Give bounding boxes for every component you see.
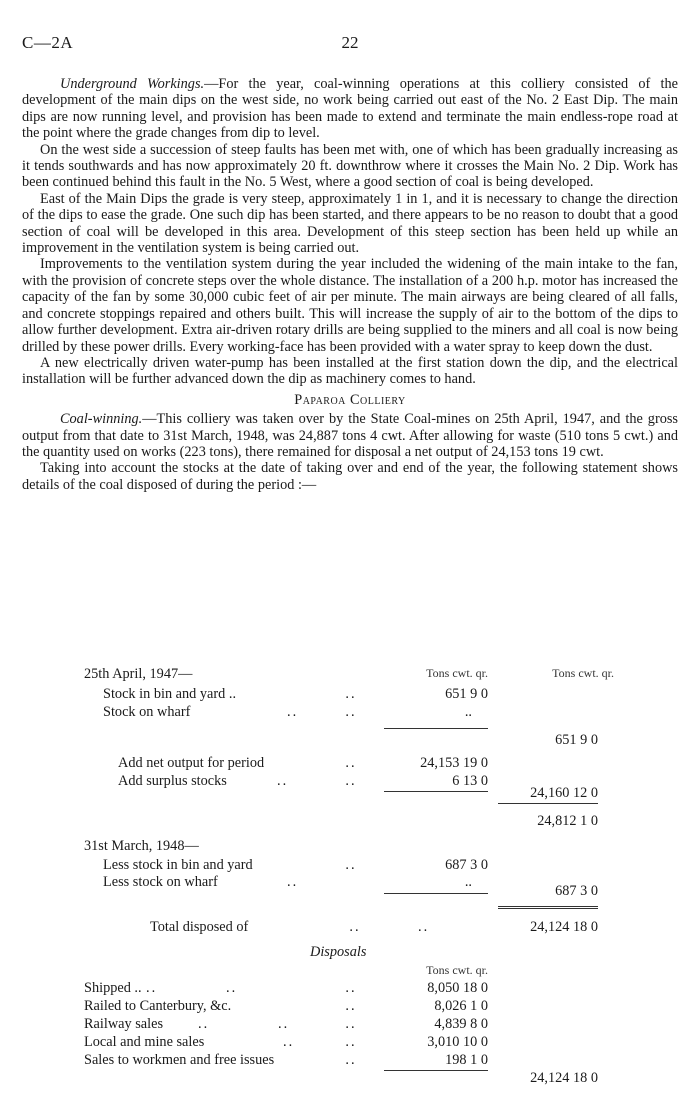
table-row-total: [0, 1070, 700, 1086]
paragraph-text: —For the year, coal-winning operations at this colliery consisted of the development of the main dips on the west side, no work being carried out east of the No. 2 East Dip. The main dips are now running level, and provision has been made to extend and terminate the main endless-rope road at the point where the grade changes from dip to level.: [22, 76, 678, 142]
leader-dots: ..: [345, 1034, 357, 1050]
table-row: [0, 980, 700, 996]
paragraph-label: Underground Workings.: [60, 76, 205, 92]
leader-dots: ..: [418, 919, 430, 935]
paragraph-coal-winning: [22, 411, 678, 460]
disposals-heading: Disposals: [310, 944, 367, 960]
row-label: 25th April, 1947—: [84, 666, 193, 682]
paragraph-text: —This colliery was taken over by the State Coal-mines on 25th April, 1947, and the gross output from that date to 31st March, 1948, was 24,887 tons 4 cwt. After allowing for waste (510 tons 5 cwt.) and the quantity used on works (223 tons), there remained for disposal a net output of 24,153 tons 19 cwt.: [22, 411, 678, 460]
table-row: [0, 838, 700, 854]
row-value: 6 13 0: [452, 773, 488, 789]
row-value: 687 3 0: [445, 857, 488, 873]
row-value: 4,839 8 0: [434, 1016, 488, 1032]
row-label: Less stock on wharf: [103, 874, 218, 890]
table-row: [0, 755, 700, 771]
leader-dots: ..: [349, 919, 361, 935]
table-row: [0, 883, 700, 899]
row-value: 24,812 1 0: [537, 813, 598, 829]
table-row: [0, 666, 700, 682]
table-row: [0, 686, 700, 702]
leader-dots: ..: [146, 980, 158, 996]
column-header: Tons cwt. qr.: [552, 666, 614, 680]
table-row: [0, 732, 700, 748]
row-value: 651 9 0: [445, 686, 488, 702]
table-row: [0, 1052, 700, 1068]
row-label: Total disposed of: [150, 919, 249, 935]
row-value: 24,153 19 0: [420, 755, 488, 771]
paragraph-east-main-dips: East of the Main Dips the grade is very steep, approximately 1 in 1, and it is necessary to change the direction of the dips to ease the grade. One such dip has been started, and there appears to be no reason to doubt that a good section of coal will be developed in this area. Development of this steep section has been held up while an improvement in the ventilation system is being carried out.: [22, 190, 678, 257]
row-label: Railway sales: [84, 1016, 164, 1032]
table-row: [0, 1016, 700, 1032]
leader-dots: ..: [345, 704, 357, 720]
row-label: Add surplus stocks: [118, 773, 227, 789]
row-label: Stock in bin and yard ..: [103, 686, 237, 702]
row-value: 24,124 18 0: [530, 919, 598, 935]
row-label: Local and mine sales: [84, 1034, 205, 1050]
document-reference: C—2A: [22, 33, 74, 52]
leader-dots: ..: [283, 1034, 295, 1050]
leader-dots: ..: [345, 857, 357, 873]
leader-dots: ..: [345, 980, 357, 996]
leader-dots: ..: [345, 1016, 357, 1032]
table-row: [0, 1034, 700, 1050]
row-value: 687 3 0: [555, 883, 598, 899]
leader-dots: ..: [345, 755, 357, 771]
paragraph-underground-workings: [22, 76, 678, 142]
column-header: Tons cwt. qr.: [426, 666, 488, 680]
page-header: [22, 33, 678, 53]
sum-rule: [384, 728, 488, 729]
row-value: 24,160 12 0: [530, 785, 598, 801]
row-label: Add net output for period: [118, 755, 265, 771]
leader-dots: ..: [287, 874, 299, 890]
table-row: [0, 785, 700, 801]
leader-dots: ..: [345, 998, 357, 1014]
disposals-column-header: [0, 962, 700, 978]
row-label: Sales to workmen and free issues: [84, 1052, 275, 1068]
column-header: Tons cwt. qr.: [426, 963, 488, 977]
leader-dots: ..: [345, 773, 357, 789]
sum-rule: [498, 906, 598, 907]
page-number: 22: [341, 33, 359, 52]
paragraph-label: Coal-winning.: [60, 411, 143, 428]
row-label: Railed to Canterbury, &c.: [84, 998, 232, 1014]
row-label: Less stock in bin and yard: [103, 857, 253, 873]
leader-dots: ..: [278, 1016, 290, 1032]
leader-dots: ..: [198, 1016, 210, 1032]
table-row: [0, 813, 700, 829]
leader-dots: ..: [287, 704, 299, 720]
table-row: [0, 998, 700, 1014]
leader-dots: ..: [226, 980, 238, 996]
row-value: 8,026 1 0: [434, 998, 488, 1014]
row-label: Shipped ..: [84, 980, 142, 996]
leader-dots: ..: [345, 1052, 357, 1068]
table-row-total: [0, 919, 700, 935]
leader-dots: ..: [345, 686, 357, 702]
sum-rule: [498, 803, 598, 804]
row-value: ..: [464, 874, 472, 890]
row-label: Stock on wharf: [103, 704, 191, 720]
body-text: [22, 76, 678, 493]
paragraph-water-pump: A new electrically driven water-pump has been installed at the first station down the dip, and the electrical installation will be further advanced down the dip as machinery comes to hand.: [22, 354, 678, 388]
row-label: 31st March, 1948—: [84, 838, 199, 854]
row-value: 3,010 10 0: [427, 1034, 488, 1050]
paragraph-statement-intro: Taking into account the stocks at the date of taking over and end of the year, the following statement shows details of the coal disposed of during the period :—: [22, 460, 678, 493]
row-value: 198 1 0: [445, 1052, 488, 1068]
paragraph-west-side-faults: On the west side a succession of steep faults has been met with, one of which has been gradually increasing as it tends southwards and has now approximately 20 ft. downthrow where it crosses the Main No. 2 Dip. Work has been continued behind this fault in the No. 5 West, where a good section of coal is being developed.: [22, 141, 678, 191]
disposals-heading-row: [0, 944, 700, 960]
row-value: 24,124 18 0: [530, 1070, 598, 1086]
row-value: 651 9 0: [555, 732, 598, 748]
section-heading: Paparoa Colliery: [294, 391, 406, 408]
leader-dots: ..: [277, 773, 289, 789]
row-value: ..: [464, 704, 472, 720]
table-row: [0, 704, 700, 720]
row-value: 8,050 18 0: [427, 980, 488, 996]
sum-rule: [498, 908, 598, 909]
table-row: [0, 857, 700, 873]
paragraph-ventilation: Improvements to the ventilation system during the year included the widening of the main intake to the fan, with the provision of concrete steps over the whole distance. The installation of a 200 h.p. motor has increased the capacity of the fan by some 30,000 cubic feet of air per minute. The main airways are being cleared of all falls, and concrete stoppings repaired and others built. This will increase the supply of air to the bottom of the dips to allow further development. Extra air-driven rotary drills are being supplied to the miners and all coal is now being drilled by these power drills. Every working-face has been provided with a water spray to keep down the dust.: [22, 256, 678, 355]
